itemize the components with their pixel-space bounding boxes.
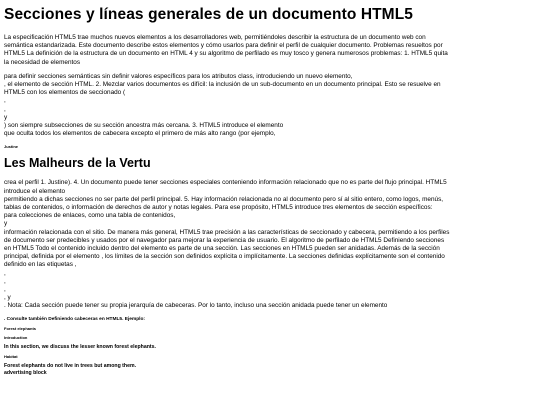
example-heading-forest: Forest elephants [4, 325, 37, 331]
outline-paragraph: crea el perfil 1. Justine). 4. Un documento puede tener secciones especiales conteniendo información relacionado que no es parte del flujo principal. HTML5 introduce el elemento permitiendo a dichas secciones no ser parte del perfil principal. 5. Hay información relacionada no al documento pero sí al sitio entero, como logos, menús, tablas de contenidos, o información de derechos de autor y notas legales. Para ese propósito, HTML5 introduce tres elementos de sección específicos: para colecciones de enlaces, como una tabla de contenidos, y información relacionada con el sitio. De manera más general, HTML5 trae precisión a las características de seccionado y cabecera, permitiendo a los perfiles de documento ser predecibles y usados por el navegador para mejorar la experiencia de usuario. El algoritmo de perfilado de HTML5 Definiendo secciones en HTML5 Todo el contenido incluido dentro del elemento es parte de una sección. Las secciones en HTML5 pueden ser anidadas. Además de la sección principal, definida por el elemento , los límites de la sección son definidos explícita o implícitamente. La secciones definidas explícitamente son el contenido definido en las etiquetas , , , , , y . Nota: Cada sección puede tener su propia jerarquía de cabeceras. Por lo tanto, incluso una sección anidada puede tener un elemento [4, 179, 450, 310]
problems-paragraph: para definir secciones semánticas sin definir valores específicos para los atributos class, introduciendo un nuevo elemento, , el elemento de sección HTML. 2. Mezclar varios documentos es difícil: la inclusión de un sub-documento en un documento principal. Esto se resuelve en HTML5 con los elementos de seccionado ( , , y ) son siempre subsecciones de su sección ancestra más cercana. 3. HTML5 introduce el elemento que oculta todos los elementos de cabecera excepto el primero de más alto rango (por ejemplo, [4, 72, 441, 138]
author-name: Justine [4, 144, 19, 150]
example-habitat-text: Forest elephants do not live in trees but among them. [4, 362, 137, 369]
page-title: Secciones y líneas generales de un documento HTML5 [4, 6, 413, 23]
example-intro-text: In this section, we discuss the lesser known forest elephants. [4, 343, 156, 350]
section-heading: Les Malheurs de la Vertu [4, 156, 151, 171]
example-heading-habitat: Habitat [4, 353, 18, 359]
example-label: . Consulte también Definiendo cabeceras en HTML5. Ejemplo: [4, 316, 146, 322]
intro-paragraph: La especificación HTML5 trae muchos nuevos elementos a los desarrolladores web, permitiéndoles describir la estructura de un documento web con semántica estandarizada. Este documento describe estos elementos y cómo usarlos para definir el perfil de cualquier documento. Problemas resueltos por HTML5 La definición de la estructura de un documento en HTML 4 y su algoritmo de perfilado es muy tosco y genera numerosos problemas: 1. HTML5 quita la necesidad de elementos [4, 34, 448, 66]
example-heading-introduction: Introduction [4, 334, 28, 340]
example-advertising: advertising block [4, 369, 47, 376]
